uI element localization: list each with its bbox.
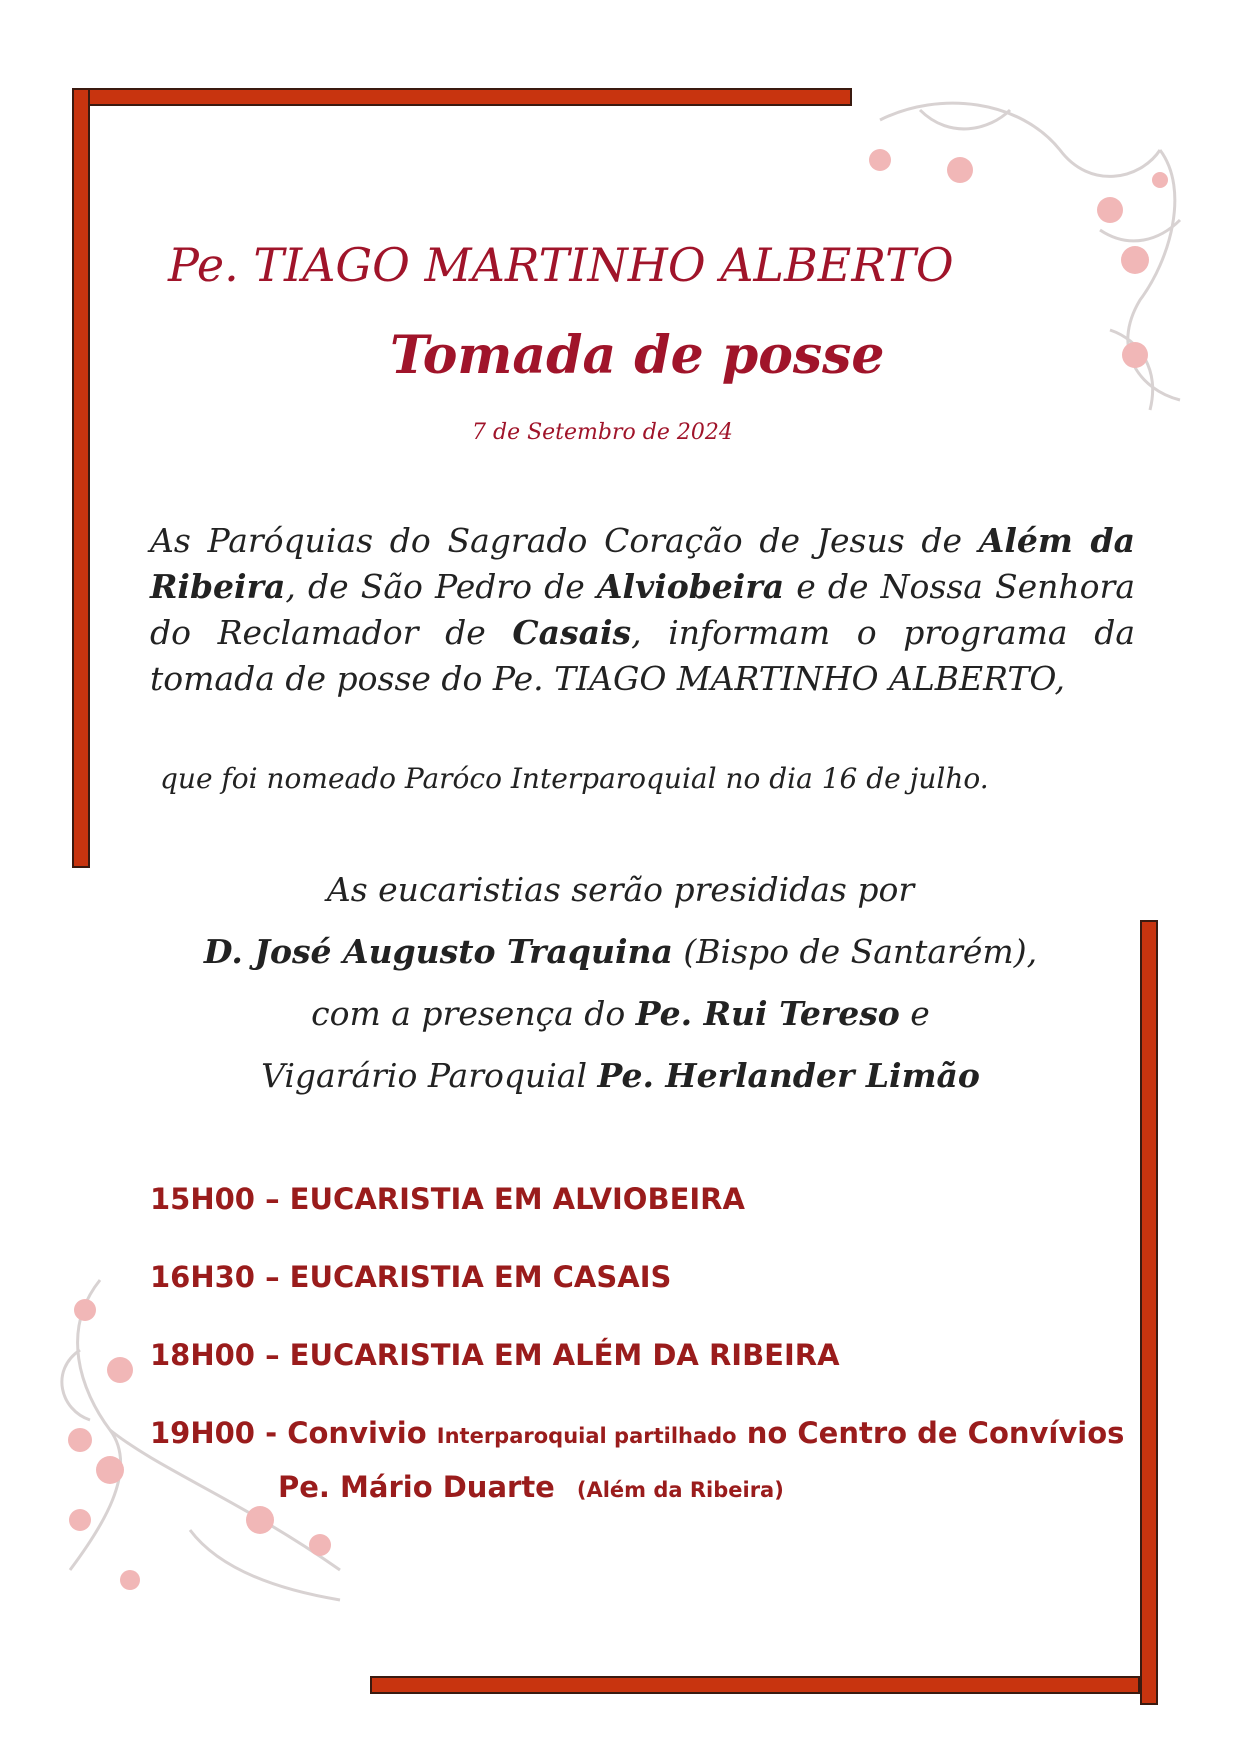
schedule-item-1: 15H00 – EUCARISTIA EM ALVIOBEIRA [150, 1182, 745, 1216]
schedule-item-2: 16H30 – EUCARISTIA EM CASAIS [150, 1260, 672, 1294]
frame-top-bar [72, 88, 852, 106]
frame-right-bar [1140, 920, 1158, 1705]
presidency-line-4: Vigarário Paroquial Pe. Herlander Limão [261, 1056, 980, 1095]
frame-bottom-bar [370, 1676, 1140, 1694]
intro-paragraph: As Paróquias do Sagrado Coração de Jesus de Além da Ribeira, de São Pedro de Alviobeira e de Nossa Senhora do Reclamador de Casais, informam o programa da tomada de posse do Pe. TIAGO MARTINHO ALBERTO, [150, 521, 1136, 698]
schedule-item-4-place: Pe. Mário Duarte (Além da Ribeira) [278, 1470, 784, 1504]
nomination-line: que foi nomeado Paróco Interparoquial no dia 16 de julho. [160, 762, 989, 795]
presidency-line-1: As eucaristias serão presididas por [326, 870, 915, 909]
schedule-item-4: 19H00 - Convivio Interparoquial partilhado no Centro de Convívios [150, 1416, 1125, 1450]
frame-left-bar [72, 88, 90, 868]
schedule-item-3: 18H00 – EUCARISTIA EM ALÉM DA RIBEIRA [150, 1338, 840, 1372]
presidency-line-2: D. José Augusto Traquina (Bispo de Santarém), [203, 932, 1038, 971]
presidency-line-3: com a presença do Pe. Rui Tereso e [311, 994, 930, 1033]
